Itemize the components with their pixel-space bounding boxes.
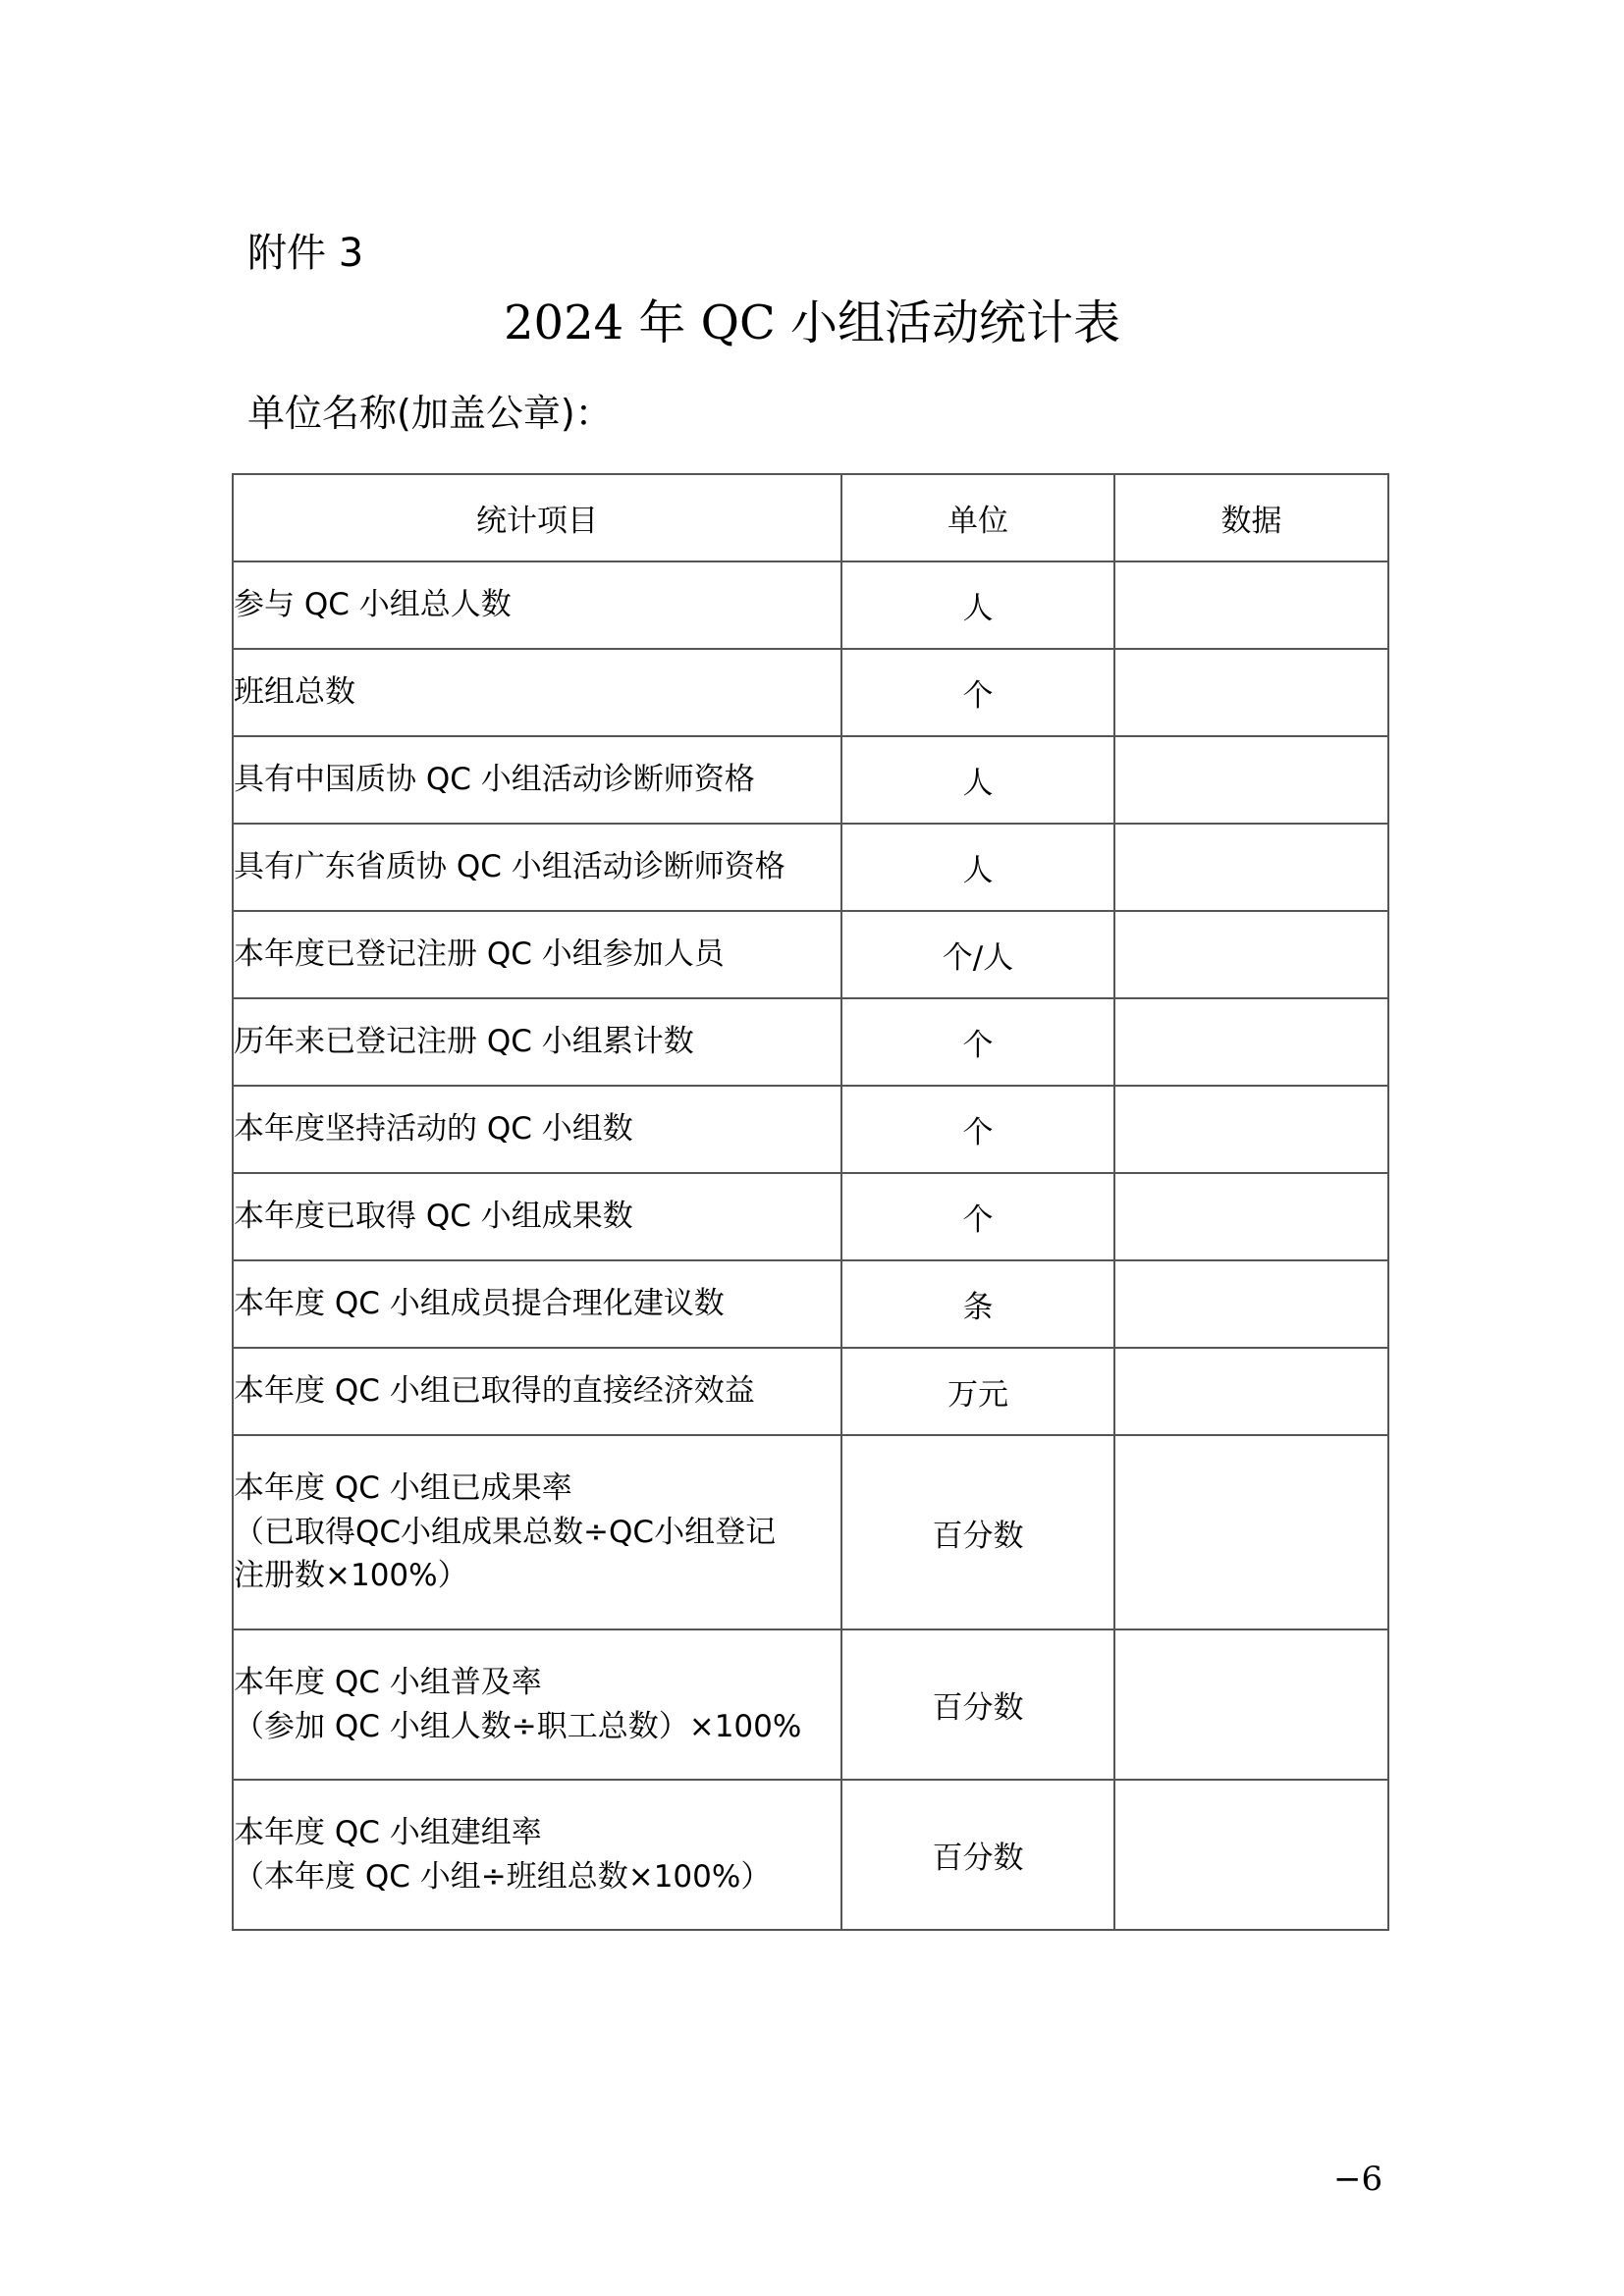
statistic-item-cell: [233, 1086, 841, 1173]
unit-name-label: 单位名称(加盖公章)：: [247, 392, 613, 435]
unit-cell: 个: [841, 1086, 1114, 1173]
statistic-item-text: （本年度 QC 小组÷班组总数×100%）: [234, 1858, 772, 1895]
data-entry-cell[interactable]: [1114, 1173, 1388, 1260]
unit-cell: 个: [841, 649, 1114, 736]
table-body: [233, 561, 1388, 1930]
data-entry-cell[interactable]: [1114, 911, 1388, 998]
page-number: −6: [1333, 2160, 1383, 2199]
statistic-item-cell: [233, 561, 841, 649]
table-row: [233, 1348, 1388, 1435]
unit-cell: 个/人: [841, 911, 1114, 998]
unit-cell: 条: [841, 1260, 1114, 1348]
statistic-item-cell: [233, 1173, 841, 1260]
unit-cell: 人: [841, 824, 1114, 911]
table-row: [233, 1780, 1388, 1930]
statistic-item-text: 注册数×100%）: [234, 1558, 468, 1594]
data-entry-cell[interactable]: [1114, 1086, 1388, 1173]
unit-cell: 个: [841, 1173, 1114, 1260]
statistic-item-text: 本年度 QC 小组成员提合理化建议数: [234, 1286, 725, 1322]
statistic-item-text: 历年来已登记注册 QC 小组累计数: [234, 1024, 694, 1060]
data-entry-cell[interactable]: [1114, 824, 1388, 911]
table-row: [233, 649, 1388, 736]
statistic-item-text: 具有中国质协 QC 小组活动诊断师资格: [234, 762, 755, 798]
table-row: [233, 1260, 1388, 1348]
statistic-item-cell: [233, 911, 841, 998]
unit-cell: 万元: [841, 1348, 1114, 1435]
statistic-item-text: 本年度已取得 QC 小组成果数: [234, 1199, 633, 1235]
table-row: [233, 561, 1388, 649]
table-row: [233, 1086, 1388, 1173]
statistic-item-text: 本年度 QC 小组已取得的直接经济效益: [234, 1373, 755, 1410]
statistic-item-cell: [233, 1629, 841, 1780]
column-header-unit: 单位: [841, 474, 1114, 561]
table-row: [233, 1173, 1388, 1260]
statistic-item-cell: [233, 1348, 841, 1435]
data-entry-cell[interactable]: [1114, 561, 1388, 649]
unit-cell: 百分数: [841, 1435, 1114, 1629]
statistic-item-cell: [233, 824, 841, 911]
unit-cell: 人: [841, 561, 1114, 649]
unit-cell: 个: [841, 998, 1114, 1086]
statistic-item-text: 本年度坚持活动的 QC 小组数: [234, 1111, 633, 1148]
data-entry-cell[interactable]: [1114, 649, 1388, 736]
table-row: [233, 824, 1388, 911]
data-entry-cell[interactable]: [1114, 1780, 1388, 1930]
data-entry-cell[interactable]: [1114, 1348, 1388, 1435]
statistics-table: [232, 473, 1389, 1931]
statistic-item-cell: [233, 998, 841, 1086]
column-header-item: 统计项目: [233, 474, 841, 561]
statistic-item-text: （参加 QC 小组人数÷职工总数）×100%: [234, 1708, 802, 1744]
unit-cell: 人: [841, 736, 1114, 824]
statistic-item-text: 参与 QC 小组总人数: [234, 587, 512, 623]
statistic-item-text: 具有广东省质协 QC 小组活动诊断师资格: [234, 849, 785, 885]
statistic-item-cell: [233, 736, 841, 824]
data-entry-cell[interactable]: [1114, 1435, 1388, 1629]
statistic-item-text: 本年度 QC 小组建组率: [234, 1814, 542, 1850]
column-header-data: 数据: [1114, 474, 1388, 561]
page-title: 2024 年 QC 小组活动统计表: [503, 295, 1120, 350]
statistic-item-cell: [233, 1260, 841, 1348]
table-row: [233, 1435, 1388, 1629]
table-header-row: [233, 474, 1388, 561]
data-entry-cell[interactable]: [1114, 998, 1388, 1086]
unit-cell: 百分数: [841, 1780, 1114, 1930]
statistic-item-text: 本年度 QC 小组普及率: [234, 1664, 542, 1700]
data-entry-cell[interactable]: [1114, 1260, 1388, 1348]
data-entry-cell[interactable]: [1114, 1629, 1388, 1780]
data-entry-cell[interactable]: [1114, 736, 1388, 824]
table-row: [233, 736, 1388, 824]
unit-cell: 百分数: [841, 1629, 1114, 1780]
statistic-item-text: （已取得QC小组成果总数÷QC小组登记: [234, 1514, 777, 1550]
statistic-item-cell: [233, 1780, 841, 1930]
statistic-item-text: 班组总数: [234, 674, 355, 711]
table-row: [233, 1629, 1388, 1780]
statistic-item-cell: [233, 649, 841, 736]
statistic-item-cell: [233, 1435, 841, 1629]
table-row: [233, 998, 1388, 1086]
attachment-label: 附件 3: [247, 231, 364, 276]
statistic-item-text: 本年度已登记注册 QC 小组参加人员: [234, 936, 725, 973]
statistic-item-text: 本年度 QC 小组已成果率: [234, 1469, 572, 1506]
table-row: [233, 911, 1388, 998]
